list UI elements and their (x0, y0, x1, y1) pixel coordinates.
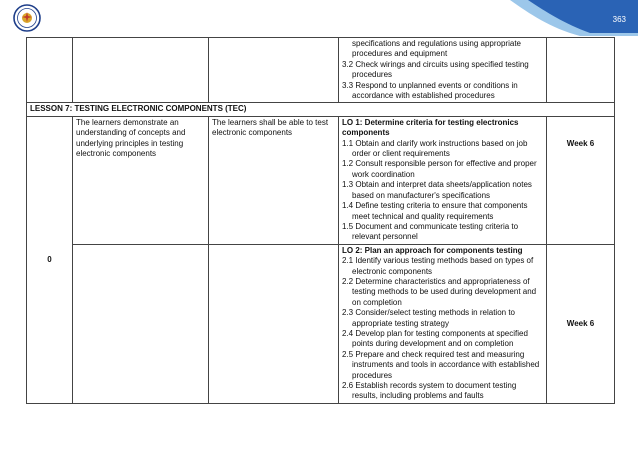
continued-item: specifications and regulations using appropriate procedures and equipment (352, 39, 521, 59)
row-number: 0 (27, 116, 73, 403)
empty-cell (547, 38, 615, 103)
lo1-competencies (339, 116, 547, 244)
lo1-item: 1.1 Obtain and clarify work instructions based on job order or client requirements (342, 138, 528, 159)
lo2-item: 2.5 Prepare and check required test and measuring instruments and tools in accordance with established procedures (342, 349, 540, 380)
lo2-item: 2.4 Develop plan for testing components at specified points during development and on completion (342, 328, 528, 349)
empty-cell (73, 244, 209, 403)
curriculum-table (26, 37, 615, 404)
lo2-title: LO 2: Plan an approach for components testing (342, 245, 523, 255)
lesson-heading-row (27, 103, 615, 116)
empty-cell (27, 38, 73, 103)
continued-row (27, 38, 615, 103)
lo1-title: LO 1: Determine criteria for testing electronics components (342, 117, 519, 138)
lo2-item: 2.3 Consider/select testing methods in relation to appropriate testing strategy (342, 308, 515, 328)
continued-item: 3.2 Check wirings and circuits using specified testing procedures (342, 59, 529, 80)
lo1-row (27, 116, 615, 244)
empty-cell (209, 38, 339, 103)
empty-cell (209, 244, 339, 403)
lo2-row (27, 244, 615, 403)
lesson-title: LESSON 7: TESTING ELECTRONIC COMPONENTS (TEC) (27, 103, 615, 116)
content-standard: The learners demonstrate an understanding of concepts and underlying principles in testing electronic components (73, 116, 209, 244)
continued-competencies (339, 38, 547, 103)
performance-standard: The learners shall be able to test electronic components (209, 116, 339, 244)
deped-seal-logo (13, 4, 41, 32)
lo2-competencies (339, 244, 547, 403)
lo2-item: 2.6 Establish records system to document testing results, including problems and faults (342, 381, 517, 401)
empty-cell (73, 38, 209, 103)
continued-item: 3.3 Respond to unplanned events or conditions in accordance with established procedures (342, 80, 518, 101)
lo1-item: 1.4 Define testing criteria to ensure that components meet technical and quality requirements (342, 201, 528, 221)
lo2-item: 2.1 Identify various testing methods based on types of electronic components (342, 256, 534, 276)
lo2-week: Week 6 (547, 244, 615, 403)
lo1-item: 1.3 Obtain and interpret data sheets/application notes based on manufacturer's specifications (342, 180, 532, 200)
lo1-item: 1.2 Consult responsible person for effective and proper work coordination (342, 159, 537, 179)
lo2-item: 2.2 Determine characteristics and appropriateness of testing methods to be used during development and on completion (342, 276, 537, 307)
page-number: 363 (612, 15, 626, 24)
lo1-item: 1.5 Document and communicate testing criteria to relevant personnel (342, 221, 519, 242)
lo1-week: Week 6 (547, 116, 615, 244)
